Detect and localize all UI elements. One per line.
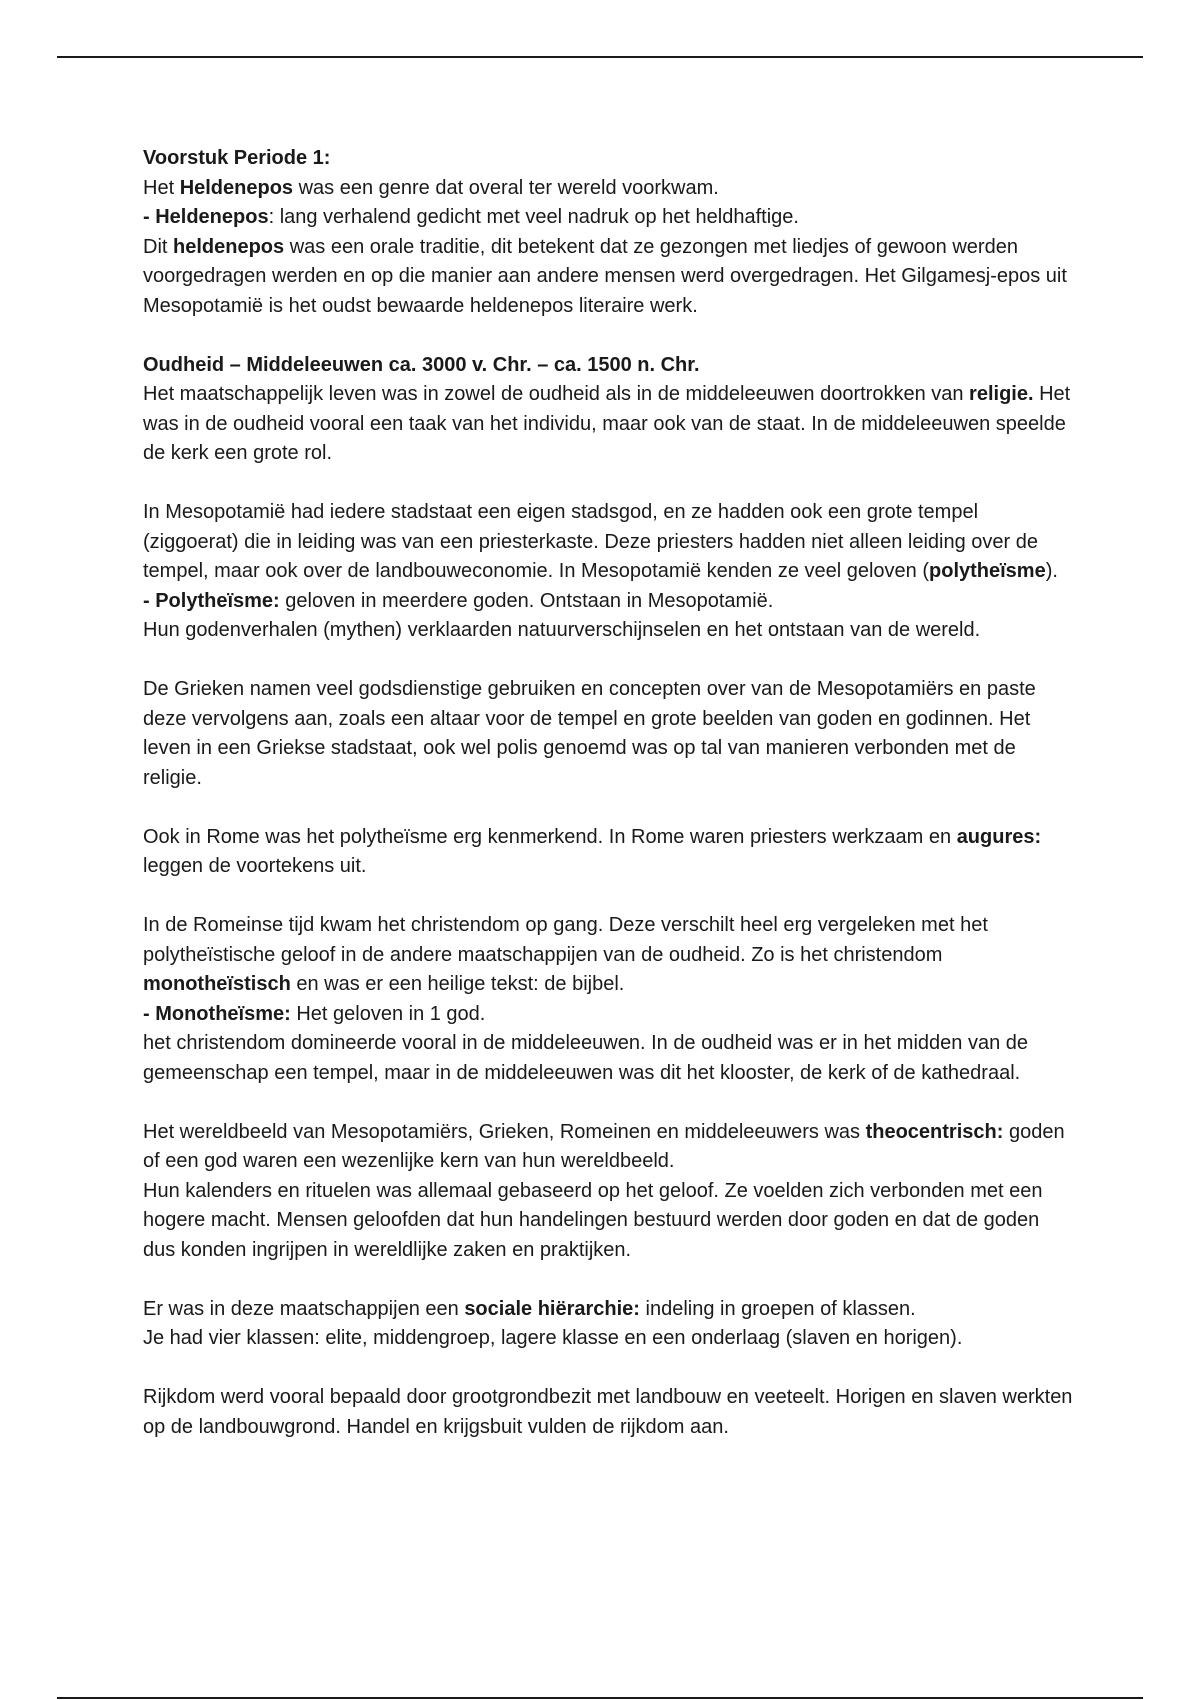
- definition-term: - Polytheïsme:: [143, 589, 280, 612]
- definition-text: : lang verhalend gedicht met veel nadruk op het heldhaftige.: [268, 206, 799, 228]
- document-body: [143, 144, 1073, 1472]
- footer-rule: [57, 1697, 1143, 1699]
- text: De Grieken namen veel godsdienstige gebruiken en concepten over van de Mesopotamiërs en paste deze vervolgens aan, zoals een altaar voor de tempel en grote beelden van goden en godinnen. Het leven in een Griekse stadstaat, ook wel polis genoemd was op tal van manieren verbonden met de religie.: [143, 678, 1036, 789]
- paragraph-rome: [143, 823, 1073, 882]
- text: ).: [1045, 560, 1058, 582]
- text: en was er een heilige tekst: de bijbel.: [290, 973, 625, 995]
- header-rule: [57, 56, 1143, 58]
- text: goden of een god waren een wezenlijke kern van hun wereldbeeld.: [143, 1120, 1065, 1172]
- definition-term: - Monotheïsme:: [143, 1002, 291, 1025]
- definition-text: geloven in meerdere goden. Ontstaan in Mesopotamië.: [279, 589, 774, 612]
- definition-term: - Heldenepos: [143, 206, 269, 228]
- paragraph-grieken: [143, 675, 1073, 793]
- text: Dit: [143, 235, 173, 258]
- text: Het was in de oudheid vooral een taak van het individu, maar ook van de staat. In de middeleeuwen speelde de kerk een grote rol.: [143, 383, 1071, 464]
- text: Je had vier klassen: elite, middengroep, lagere klasse en een onderlaag (slaven en horigen).: [143, 1327, 963, 1349]
- bold-term: theocentrisch:: [865, 1120, 1004, 1143]
- paragraph-rijkdom: [143, 1383, 1073, 1442]
- definition-text: Het geloven in 1 god.: [290, 1002, 486, 1025]
- section-heading: Voorstuk Periode 1:: [143, 147, 331, 169]
- paragraph-mesopotamie: [143, 498, 1073, 646]
- text: In de Romeinse tijd kwam het christendom op gang. Deze verschilt heel erg vergeleken met het polytheïstische geloof in de andere maatschappijen van de oudheid. Zo is het christendom: [143, 914, 988, 966]
- bold-term: polytheïsme: [929, 560, 1046, 582]
- text: Rijkdom werd vooral bepaald door grootgrondbezit met landbouw en veeteelt. Horigen en slaven werkten op de landbouwgrond. Handel en krijgsbuit vulden de rijkdom aan.: [143, 1386, 1073, 1438]
- text: Het maatschappelijk leven was in zowel de oudheid als in de middeleeuwen doortrokken van: [143, 383, 970, 405]
- text: Het: [143, 176, 180, 199]
- bold-term: Heldenepos: [179, 176, 294, 199]
- text: In Mesopotamië had iedere stadstaat een eigen stadsgod, en ze hadden ook een grote tempel (ziggoerat) die in leiding was van een priesterkaste. Deze priesters hadden niet alleen leiding over de tempel, maar ook over de landbouweconomie. In Mesopotamië kenden ze veel geloven (: [143, 501, 1038, 582]
- text: Het wereldbeeld van Mesopotamiërs, Grieken, Romeinen en middeleeuwers was: [143, 1120, 866, 1143]
- text: was een genre dat overal ter wereld voorkwam.: [293, 176, 719, 199]
- paragraph-christendom: [143, 911, 1073, 1088]
- bold-term: augures:: [956, 825, 1042, 848]
- text: het christendom domineerde vooral in de middeleeuwen. In de oudheid was er in het midden van de gemeenschap een tempel, maar in de middeleeuwen was dit het klooster, de kerk of de kathedraal.: [143, 1032, 1028, 1084]
- text: was een orale traditie, dit betekent dat ze gezongen met liedjes of gewoon werden voorgedragen werden en op die manier aan andere mensen werd overgedragen. Het Gilgamesj-epos uit Mesopotamië is het oudst bewaarde heldenepos literaire werk.: [143, 235, 1067, 317]
- paragraph-voorstuk: [143, 144, 1073, 321]
- bold-term: heldenepos: [173, 235, 285, 258]
- paragraph-hierarchie: [143, 1295, 1073, 1354]
- section-heading: Oudheid – Middeleeuwen ca. 3000 v. Chr. – ca. 1500 n. Chr.: [143, 353, 700, 376]
- text: Ook in Rome was het polytheïsme erg kenmerkend. In Rome waren priesters werkzaam en: [143, 825, 957, 848]
- paragraph-wereldbeeld: [143, 1118, 1073, 1266]
- bold-term: religie.: [969, 383, 1034, 405]
- paragraph-oudheid: [143, 351, 1073, 469]
- bold-term: monotheïstisch: [143, 973, 291, 995]
- text: Hun kalenders en rituelen was allemaal gebaseerd op het geloof. Ze voelden zich verbonden met een hogere macht. Mensen geloofden dat hun handelingen bestuurd werden door goden en dat de goden dus konden ingrijpen in wereldlijke zaken en praktijken.: [143, 1179, 1043, 1261]
- text: indeling in groepen of klassen.: [639, 1297, 916, 1320]
- text: leggen de voortekens uit.: [143, 855, 367, 877]
- text: Er was in deze maatschappijen een: [143, 1297, 465, 1320]
- bold-term: sociale hiërarchie:: [464, 1297, 640, 1320]
- text: Hun godenverhalen (mythen) verklaarden natuurverschijnselen en het ontstaan van de wereld.: [143, 619, 981, 641]
